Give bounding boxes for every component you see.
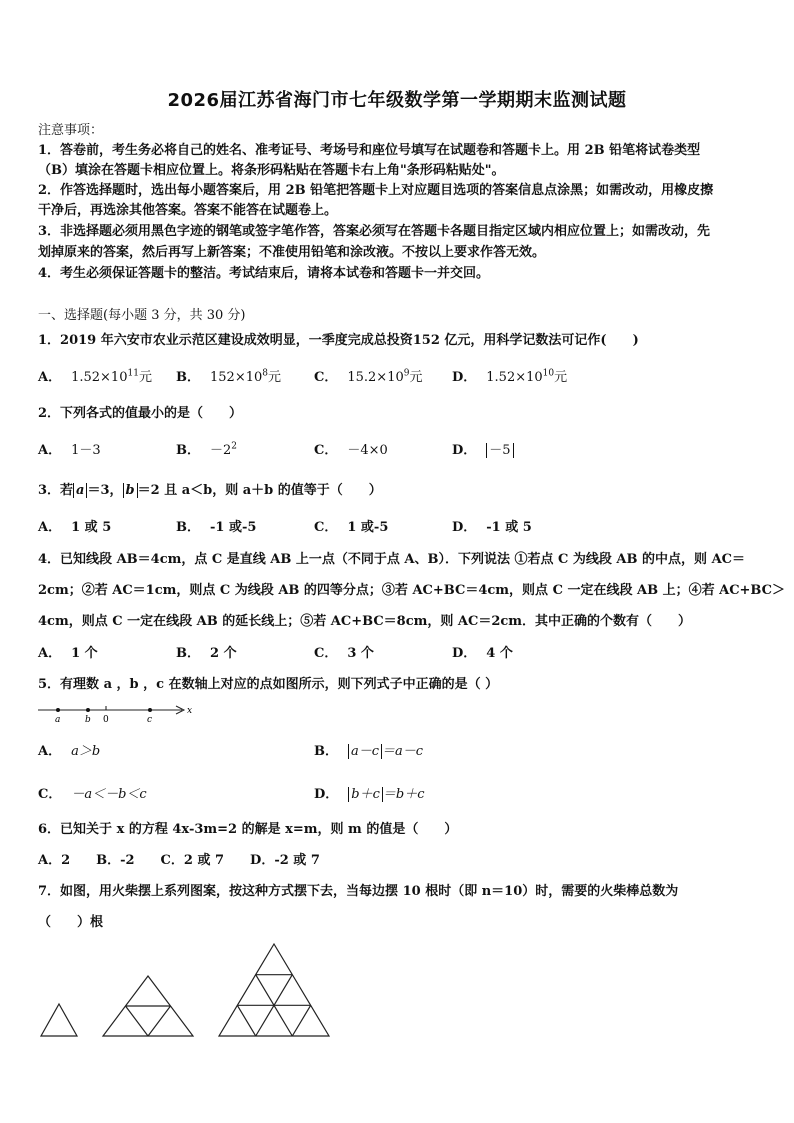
- question-7-line: （ ）根: [38, 915, 104, 930]
- q3-option-d[interactable]: D． -1 或 5: [452, 520, 532, 535]
- q5-option-a[interactable]: A． a＞b: [38, 744, 101, 759]
- q3-option-c[interactable]: C． 1 或-5: [314, 520, 389, 535]
- question-2-stem: 2．下列各式的值最小的是（ ）: [38, 406, 243, 421]
- label-a: a: [55, 715, 61, 725]
- q1-option-a[interactable]: A． $1.52\times 10^{11}$元: [38, 368, 152, 385]
- notice-line: 划掉原来的答案，然后再写上新答案；不准使用铅笔和涂改液。不按以上要求作答无效。: [38, 245, 546, 260]
- q2-option-b[interactable]: B． $-2^2$: [176, 441, 238, 458]
- notice-line: 2．作答选择题时，选出每小题答案后，用 2B 铅笔把答题卡上对应题目选项的答案信息点涂黑；如需改动，用橡皮擦: [38, 183, 714, 198]
- notice-line: （B）填涂在答题卡相应位置上。将条形码粘贴在答题卡右上角"条形码粘贴处"。: [38, 163, 505, 178]
- triangle-pattern-1: [41, 1002, 81, 1038]
- point-c: [148, 708, 152, 712]
- triangle-pattern-2: [103, 974, 197, 1038]
- label-c: c: [147, 715, 153, 725]
- q5-option-b[interactable]: B． a－c ＝a－c: [314, 744, 424, 759]
- notice-line: 4．考生必须保证答题卡的整洁。考试结束后，请将本试卷和答题卡一并交回。: [38, 266, 490, 281]
- q2-option-a[interactable]: A． 1－3: [38, 443, 101, 458]
- question-4-line: 2cm；②若 AC＝1cm，则点 C 为线段 AB 的四等分点；③若 AC+BC＝4cm，则点 C 一定在线段 AB 上；④若 AC+BC＞: [38, 583, 786, 598]
- section-heading: 一、选择题(每小题 3 分，共 30 分): [38, 308, 246, 323]
- q4-option-a[interactable]: A． 1 个: [38, 646, 98, 661]
- question-5-stem: 5．有理数 a ，b ，c 在数轴上对应的点如图所示，则下列式子中正确的是（ ）: [38, 677, 499, 692]
- label-b: b: [85, 715, 91, 725]
- q2-option-d[interactable]: D． －5: [452, 442, 514, 460]
- q3-option-b[interactable]: B． -1 或-5: [176, 520, 257, 535]
- q1-option-c[interactable]: C． $15.2\times 10^9$元: [314, 368, 423, 385]
- q5-option-d[interactable]: D． b＋c ＝b＋c: [314, 787, 425, 802]
- q3-option-a[interactable]: A． 1 或 5: [38, 520, 112, 535]
- notice-heading: 注意事项：: [38, 123, 104, 138]
- q1-option-d[interactable]: D． $1.52\times 10^{10}$元: [452, 368, 568, 385]
- page-title: 2026届江苏省海门市七年级数学第一学期期末监测试题: [167, 90, 627, 111]
- number-line-figure: [36, 702, 196, 726]
- question-4-line: 4cm，则点 C 一定在线段 AB 的延长线上；⑤若 AC+BC＝8cm，则 AC＝2cm．其中正确的个数有（ ）: [38, 614, 692, 629]
- q5-option-c[interactable]: C． －a＜－b＜c: [38, 787, 147, 802]
- notice-line: 1．答卷前，考生务必将自己的姓名、准考证号、考场号和座位号填写在试题卷和答题卡上。用 2B 铅笔将试卷类型: [38, 143, 701, 158]
- notice-line: 3．非选择题必须用黑色字迹的钢笔或签字笔作答，答案必须写在答题卡各题目指定区域内相应位置上；如需改动，先: [38, 224, 711, 239]
- label-x: x: [187, 706, 193, 716]
- q2-option-c[interactable]: C． －4×0: [314, 443, 388, 458]
- q4-option-d[interactable]: D． 4 个: [452, 646, 513, 661]
- question-3-stem: 3．若 a ＝3， b ＝2 且 a＜b，则 a＋b 的值等于（ ）: [38, 483, 382, 498]
- question-1-stem: 1．2019 年六安市农业示范区建设成效明显，一季度完成总投资152 亿元，用科学记数法可记作( ): [38, 333, 639, 348]
- triangle-pattern-3: [219, 942, 335, 1038]
- q1-option-b[interactable]: B． $152\times 10^8$元: [176, 368, 281, 385]
- question-4-line: 4．已知线段 AB＝4cm，点 C 是直线 AB 上一点（不同于点 A、B）．下列说法 ①若点 C 为线段 AB 的中点，则 AC＝: [38, 552, 745, 567]
- notice-line: 干净后，再选涂其他答案。答案不能答在试题卷上。: [38, 203, 338, 218]
- point-b: [86, 708, 90, 712]
- q4-option-c[interactable]: C． 3 个: [314, 646, 374, 661]
- q6-options[interactable]: A．2 B．-2 C．2 或 7 D．-2 或 7: [38, 853, 320, 868]
- label-zero: 0: [103, 715, 109, 725]
- point-a: [56, 708, 60, 712]
- question-6-stem: 6．已知关于 x 的方程 4x-3m=2 的解是 x=m，则 m 的值是（ ）: [38, 822, 458, 837]
- question-7-line: 7．如图，用火柴摆上系列图案，按这种方式摆下去，当每边摆 10 根时（即 n＝10）时，需要的火柴棒总数为: [38, 884, 679, 899]
- q4-option-b[interactable]: B． 2 个: [176, 646, 237, 661]
